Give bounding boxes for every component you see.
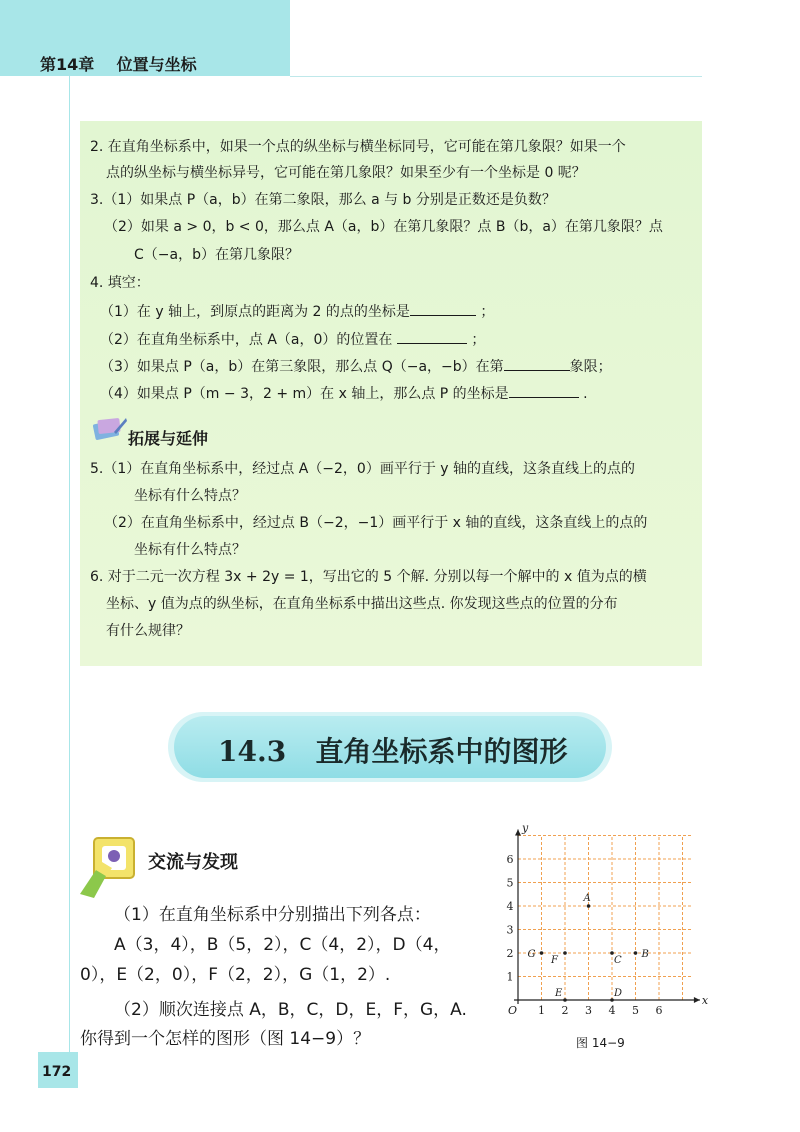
y-axis-arrow [515, 830, 521, 836]
coordinate-graph [498, 821, 709, 1026]
x-tick-label: 2 [561, 1004, 569, 1017]
chapter-header-title [40, 52, 197, 75]
question-5-part-1-line-1: 5.（1）在直角坐标系中，经过点 A（−2，0）画平行于 y 轴的直线，这条直线上的点的 [90, 461, 636, 477]
exchange-paragraph-1: （1）在直角坐标系中分别描出下列各点： [114, 905, 431, 925]
exchange-paragraph-3: 0），E（2，0），F（2，2），G（1，2）. [80, 965, 391, 985]
point-marker [563, 951, 567, 955]
question-3-part-2-line-1: （2）如果 a > 0，b < 0，那么点 A（a，b）在第几象限？点 B（b，a）在第几象限？点 [104, 219, 663, 235]
y-tick-label: 2 [506, 947, 514, 960]
page-number: 172 [42, 1064, 72, 1080]
x-tick-label: 6 [655, 1004, 663, 1017]
question-4-part-2: （2）在直角坐标系中，点 A（a，0）的位置在 ； [100, 329, 485, 349]
point-label: F [551, 955, 558, 966]
point-label: G [527, 949, 536, 960]
extension-heading: 拓展与延伸 [128, 429, 209, 448]
exchange-paragraph-4: （2）顺次连接点 A，B，C，D，E，F，G，A. [114, 1000, 467, 1020]
answer-blank[interactable] [504, 356, 570, 371]
question-4: 4. 填空： [90, 275, 150, 291]
point-label: C [614, 955, 622, 966]
page-number-box [38, 1052, 78, 1088]
y-tick-label: 1 [506, 970, 514, 984]
question-2-line-2: 点的纵坐标与横坐标异号，它可能在第几象限？如果至少有一个坐标是 0 呢？ [106, 165, 586, 181]
figure-caption: 图 14−9 [576, 1036, 625, 1050]
point-label: E [555, 988, 563, 999]
exchange-paragraph-5: 你得到一个怎样的图形（图 14−9）？ [80, 1029, 371, 1049]
answer-blank[interactable] [509, 383, 579, 398]
point-marker [587, 904, 591, 908]
extension-icon [92, 414, 128, 442]
answer-blank[interactable] [410, 301, 476, 316]
question-4-part-3: （3）如果点 P（a，b）在第三象限，那么点 Q（−a，−b）在第 象限； [100, 356, 612, 376]
origin-label: O [508, 1004, 518, 1017]
question-4-part-1: （1）在 y 轴上，到原点的距离为 2 的点的坐标是 ； [100, 301, 494, 321]
point-marker [563, 998, 567, 1002]
y-axis-label: y [522, 821, 529, 835]
exchange-icon [76, 832, 142, 902]
question-6-line-3: 有什么规律？ [106, 623, 190, 639]
chapter-title: 位置与坐标 [116, 55, 197, 74]
margin-line [69, 76, 70, 1076]
question-3-part-2-line-2: C（−a，b）在第几象限？ [134, 247, 299, 263]
question-4-part-4: （4）如果点 P（m − 3，2 + m）在 x 轴上，那么点 P 的坐标是 . [100, 383, 588, 403]
question-3-part-1: 3.（1）如果点 P（a，b）在第二象限，那么 a 与 b 分别是正数还是负数？ [90, 192, 556, 208]
x-tick-label: 5 [632, 1004, 639, 1017]
exchange-paragraph-2: A（3，4），B（5，2），C（4，2），D（4， [114, 935, 451, 955]
answer-blank[interactable] [397, 329, 467, 344]
question-5-part-2-line-1: （2）在直角坐标系中，经过点 B（−2，−1）画平行于 x 轴的直线，这条直线上的点的 [104, 515, 648, 531]
question-2-line-1: 2. 在直角坐标系中，如果一个点的纵坐标与横坐标同号，它可能在第几象限？如果一个 [90, 139, 626, 155]
header-rule [290, 76, 702, 77]
y-tick-label: 6 [506, 853, 514, 866]
point-marker [540, 951, 544, 955]
section-title: 14.3 直角坐标系中的图形 [218, 735, 568, 768]
x-tick-label: 1 [538, 1004, 545, 1017]
question-6-line-1: 6. 对于二元一次方程 3x + 2y = 1，写出它的 5 个解. 分别以每一个解中的 x 值为点的横 [90, 569, 647, 585]
point-label: A [583, 893, 591, 904]
point-label: D [614, 988, 623, 999]
question-5-part-1-line-2: 坐标有什么特点？ [134, 488, 246, 504]
y-tick-label: 4 [506, 900, 514, 913]
chapter-number: 第14章 [40, 55, 95, 74]
x-tick-label: 3 [585, 1004, 592, 1017]
question-6-line-2: 坐标、y 值为点的纵坐标，在直角坐标系中描出这些点. 你发现这些点的位置的分布 [106, 596, 618, 612]
x-axis-label: x [701, 994, 709, 1007]
point-marker [634, 951, 638, 955]
x-tick-label: 4 [608, 1004, 616, 1017]
exchange-heading: 交流与发现 [148, 852, 238, 873]
y-tick-label: 5 [506, 876, 514, 890]
x-axis-arrow [694, 997, 700, 1003]
point-label: B [641, 949, 649, 960]
question-5-part-2-line-2: 坐标有什么特点？ [134, 542, 246, 558]
y-tick-label: 3 [506, 923, 514, 937]
